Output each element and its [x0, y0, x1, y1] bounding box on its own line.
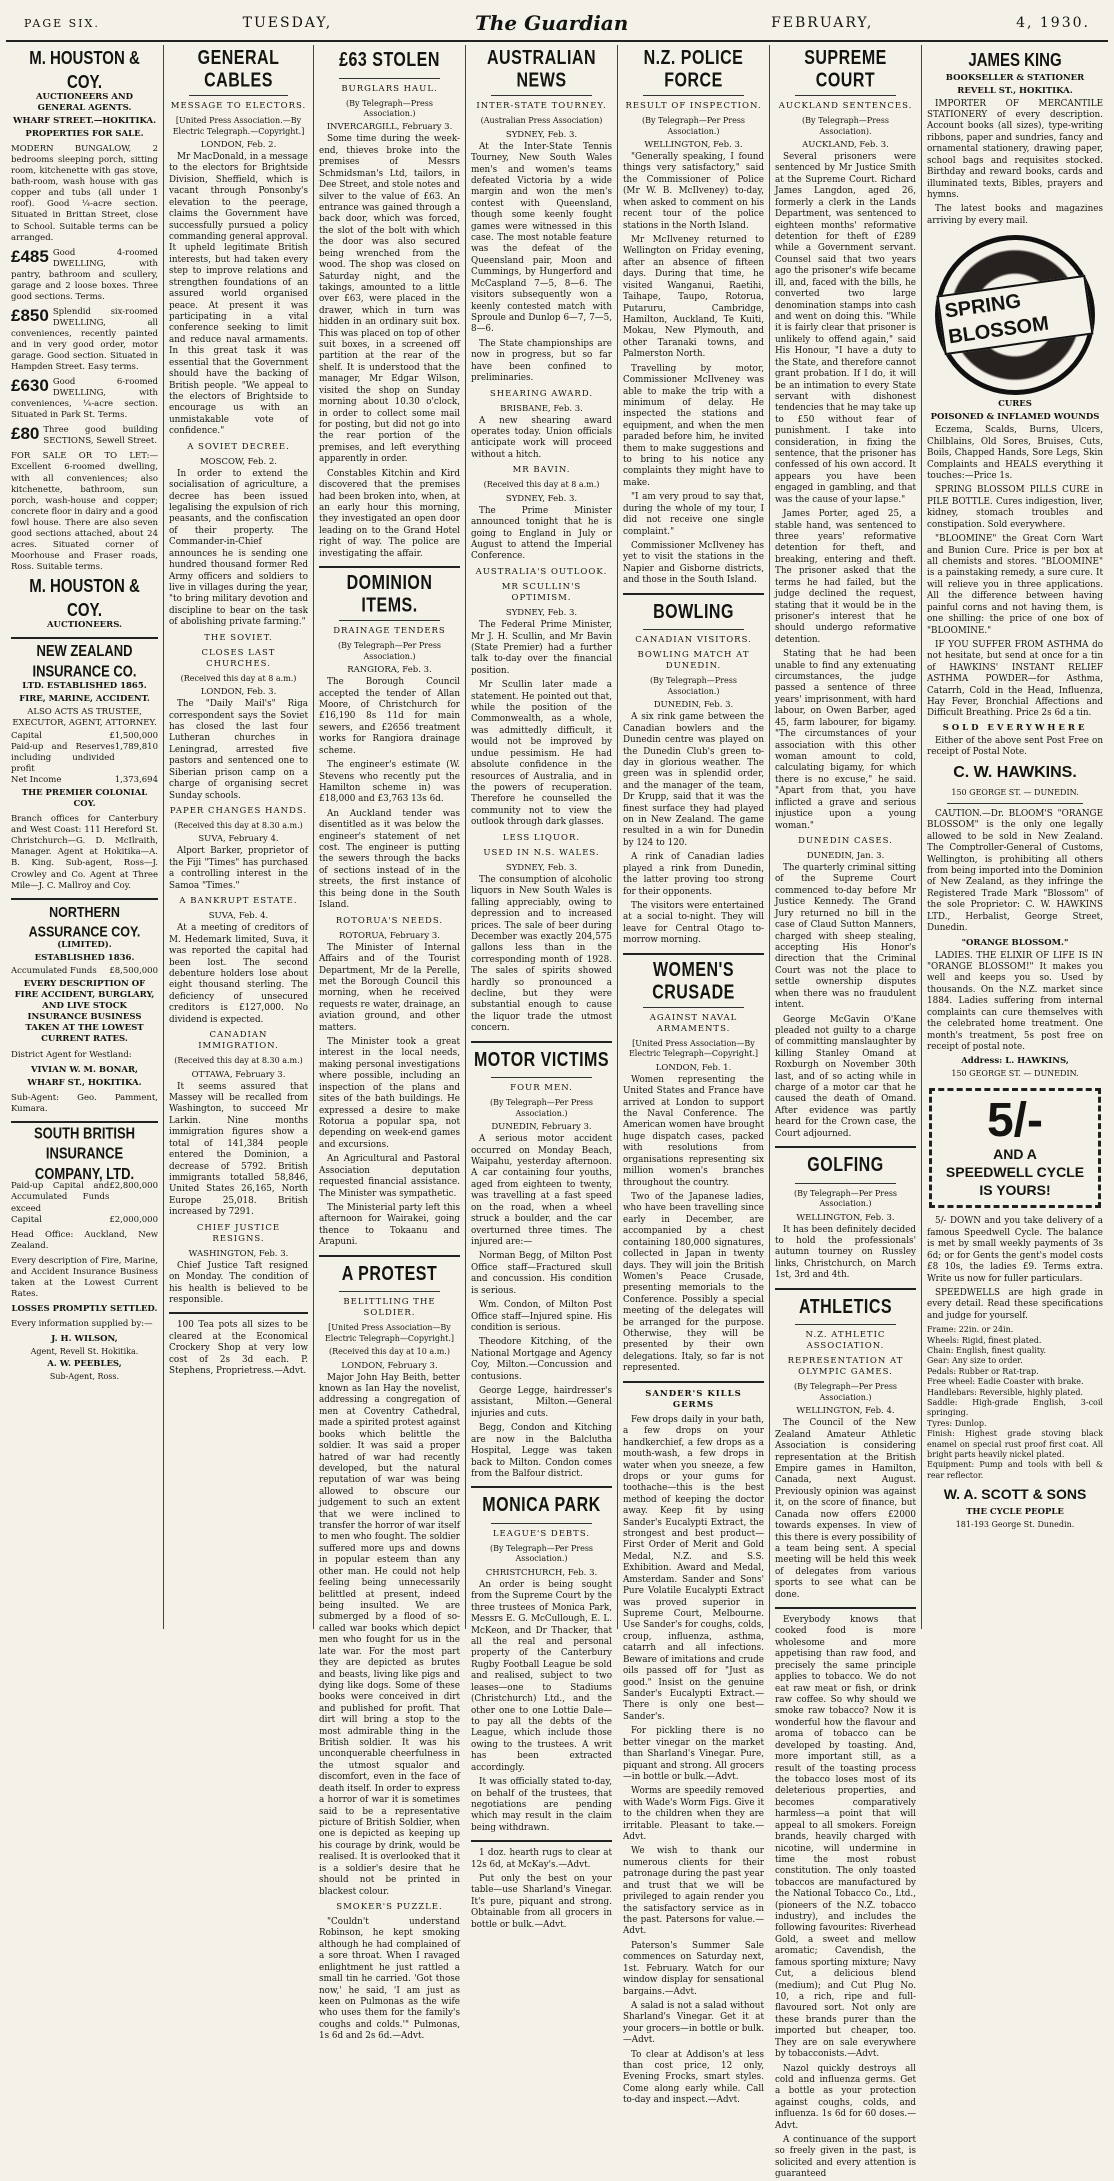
salad-ad: A salad is not a salad without Sharland's Vinegar. Get it at your grocers—in bottle or bulk.—Advt.: [623, 2000, 764, 2046]
article-text: George McGavin O'Kane pleaded not guilty to a charge of committing manslaughter by killing Stanley Omand at Roxburgh on November 30th last, and of so acting while in charge of a motor car that he caused the death of Omand. After evidence was partly heard for the Crown case, the Court adjourned.: [775, 1014, 916, 1139]
divider: [11, 637, 158, 639]
dateline: ROTORUA, February 3.: [338, 930, 441, 941]
subhead: THE SOVIET.: [204, 632, 273, 643]
property-850: [11, 307, 158, 373]
column-5: [618, 45, 770, 2106]
sb-capital2-row: [11, 1215, 158, 1226]
dateline: WELLINGTON, Feb. 3.: [796, 1212, 895, 1223]
northern-sub: (LIMITED).: [57, 940, 112, 951]
article-text: Major John Hay Beith, better known as Ian Hay the novelist, addressing a congregation of men at Coventry Cathedral, made a spirited protest against books which belittle the soldier. It was said a proper hatred of war had recently developed, but the natural reputation of war was being allowed to obscure our judgement to such an extent that we were inclined to transfer the horror of war itself to men who fought. The soldier suffered more ups and downs in popular esteem than any other man. He could not help feeling being unnecessarily belittled at present, indeed being insulted. We are submerged by a flood of so-called war books which depict men who fought for us in the late war. For the most part they are depicted as brutes and beasts, living like pigs and dying like dogs. Some of these books were conceived in dirt and published for profit. That dirt will bring a stop to the most admirable thing in the British soldier. It was his unconquerable cheerfulness in the utmost squalor and discomfort, even in the face of death itself. In order to express a horror of war it is sometimes said to be a representative picture of British Soldier, when one is depicted as keeping up his courage by drink, would be realised. It is overlooked that it is a soldier's desire that he should not be printed in blackest colour.: [319, 1372, 460, 1897]
police-force-heading: N.Z. POLICE FORCE: [643, 47, 744, 91]
houston-heading: M. HOUSTON & COY.: [29, 48, 140, 93]
dateline: SYDNEY, Feb. 3.: [505, 129, 578, 140]
subhead: LESS LIQUOR.: [502, 832, 581, 843]
divider: [491, 1523, 592, 1524]
dateline: SYDNEY, Feb. 3.: [505, 862, 578, 873]
dateline: SUVA, February 4.: [198, 834, 279, 845]
dateline: AUCKLAND, Feb. 3.: [802, 140, 889, 151]
divider: [471, 1041, 612, 1043]
subhead: DRAINAGE TENDERS: [333, 626, 446, 637]
spec-frame: Frame: 22in. or 24in.: [927, 1325, 1014, 1335]
five-shillings: 5/-: [986, 1093, 1043, 1147]
article-text: "Generally speaking, I found things very satisfactory," said the Commissioner of Police (Mr W. B. McIlveney) to-day, when asked to comment on his recent tour of the police stations in the North Island.: [623, 152, 764, 231]
article-text: George Legge, hairdresser's assistant, Milton.—General injuries and cuts.: [471, 1386, 612, 1419]
motor-victims-heading: MOTOR VICTIMS: [473, 1049, 610, 1071]
article-text: Women representing the United States and France have arrived at London to support the Naval Conference. The American women have brought huge dispatch cases, packed with resolutions from organisations representing six million women's branches throughout the country.: [623, 1074, 764, 1188]
sb-capital-label: Paid-up Capital and Accumulated Funds exceed: [11, 1181, 110, 1214]
district-agent: District Agent for Westland:: [11, 1049, 132, 1060]
divider: [471, 1486, 612, 1488]
is-yours: IS YOURS!: [979, 1182, 1051, 1199]
accum-row: [11, 966, 158, 977]
nazol-ad: Nazol quickly destroys all cold and influenza germs. Get a bottle as your protection against coughs, colds, and influenza. 1s 6d for 60 doses.—Advt.: [775, 2063, 916, 2131]
divider: [11, 898, 158, 900]
subhead: N.Z. ATHLETIC ASSOCIATION.: [805, 1330, 886, 1352]
column-1: [6, 45, 164, 1629]
sb-capital-value: £2,800,000: [109, 1181, 158, 1192]
divider: [623, 593, 764, 595]
every-desc-sb: Every description of Fire, Marine, and Accident Insurance Business taken at the Lowest Current Rates.: [11, 1255, 158, 1299]
column-3: [314, 45, 466, 2042]
credit-line: (By Telegraph—Press Association.): [650, 676, 737, 696]
net-income-row: [11, 775, 158, 786]
revell-street: REVELL ST., HOKITIKA.: [957, 85, 1073, 96]
article-text: A serious motor accident occurred on Monday Beach, Waipahu, yesterday afternoon. A car containing four youths, aged from eighteen to twenty, was travelling at a fast speed on the road, when a wheel struck a boulder, and the car overturned three times. The injured are:—: [471, 1134, 612, 1247]
article-text: Some time during the week-end, thieves broke into the premises of Messrs Schmidsman's Ltd, tailors, in Dee Street, and stole notes and silver to the value of £63. An entrance was gained through a back door, which was forced, the slot of the bolt with which the door was also secured being wrenched from the wood. The shop was closed on Saturday night, and the takings, amounted to a little over £63, were placed in the drawer, which in turn was hidden in an ordinary suit box. This was placed on top of other suit boxes, in a screened off partition at the rear of the shelf. It is understood that the manager, Mr Edgar Wilson, visited the shop on Sunday morning about 10.30 o'clock, in order to collect some mail for posting, but did not go into the rear portion of the premises, and left everything apparently in order.: [319, 134, 460, 465]
subhead: AUSTRALIA'S OUTLOOK.: [475, 566, 608, 577]
credit-line: (By Telegraph—Press Association.): [346, 98, 433, 119]
spec-handlebars: Handlebars: Reversible, highly plated.: [927, 1387, 1084, 1397]
vinegar-ad: Put only the best on your table—use Sharland's Vinegar. It's pure, piquant and strong. Obtainable from all grocers in bottle or bulk.—Advt.: [471, 1874, 612, 1930]
paidup-label: Paid-up and Reserves including undivided profit: [11, 741, 115, 775]
subhead: AUCKLAND SENTENCES.: [778, 101, 913, 112]
worms-ad: Worms are speedily removed with Wade's Worm Figs. Give it to the children when they are irritable. Pleasant to take.—Advt.: [623, 1786, 764, 1843]
sanders-ad: Few drops daily in your bath, a few drops on your handkerchief, a few drops as a mouth-wash, a few drops in water when you sneeze, a few drops or your gums for toothache—this is the best method of keeping the doctor away. Keep fit by using Sander's Eucalypti Extract, the strongest and best product—First Order of Merit and Gold Medal, N.Z. and S.S. Exhibition. Award and Medal, Amsterdam. Sander and Sons' Pure Volatile Eucalypti Extract was proved superior in Supreme Court, Melbourne. Use Sander's for coughs, colds, croup, influenza, asthma, catarrh and all infections. Beware of imitations and crude oils passed off for "Just as good." Insist on the genuine Sander's Eucalypti Extract.—There is only one best—Sander's.: [623, 1414, 764, 1722]
credit-line: (By Telegraph—Per Press Association.): [793, 1188, 898, 1209]
hawkins-heading: C. W. HAWKINS.: [953, 763, 1077, 781]
subhead: DUNEDIN CASES.: [798, 835, 893, 846]
article-text: The Federal Prime Minister, Mr J. H. Scullin, and Mr Bavin (State Premier) had a further talk to-day over the financial position.: [471, 620, 612, 676]
accum-value: £8,500,000: [109, 966, 158, 977]
spec-equipment: Equipment: Pump and tools with bell & rear reflector.: [927, 1460, 1103, 1480]
subhead: BURGLARS HAUL.: [341, 83, 438, 94]
article-text: The Council of the New Zealand Amateur Athletic Association is considering representation at the British Empire games in Hamilton, Canada, next August. Previously opinion was against it, on the score of finance, but Canada now offers £2000 towards expenses. In view of this there is every possibility of a team being sent. A special meeting will be held this week of delegates from various sports to see what can be done.: [775, 1418, 916, 1600]
columns: [6, 45, 1108, 2180]
stolen-heading: £63 STOLEN: [339, 49, 440, 72]
received-line: (Received this day at 8.30 a.m.): [174, 821, 303, 831]
subhead: PAPER CHANGES HANDS.: [169, 805, 308, 816]
net-income-label: Net Income: [11, 775, 62, 786]
column-6: [770, 45, 922, 2180]
article-text: The Minister took a great interest in the local needs, making personal investigations where possible, including an inspection of the plans and sites of the bath buildings. He expressed a desire to make Rotorua a popular spa, not depending on week-end games and excursions.: [319, 1037, 460, 1150]
article-text: An Auckland tender was disentitled as it was below the engineer's statement of net cost. The engineer is putting the sewers through the backs of sections instead of in the streets, the first instance of this being done in the South Island.: [319, 808, 460, 911]
net-income-value: 1,373,694: [114, 775, 158, 786]
divider: [339, 620, 440, 621]
article-text: A six rink game between the Canadian bowlers and the Dunedin centre was played on the Dunedin Club's green to-day in glorious weather. The green was in splendid order, and the manager of the team, Dr Krupp, said that it was the finest surface they had played on in New Zealand. The game resulted in a win for Dunedin by 124 to 120.: [623, 712, 764, 848]
speedwell-ad-text: 5/- DOWN and you take delivery of a famous Speedwell Cycle. The balance is met by small weekly payments of 3s 6d; or for Gents the gent's model costs £8 10s, the ladies £9. Terms extra. Write us now for fuller particulars.: [927, 1216, 1103, 1284]
scott-sub: THE CYCLE PEOPLE: [966, 1507, 1064, 1518]
subhead: REPRESENTATION AT OLYMPIC GAMES.: [787, 1356, 904, 1378]
divider: [623, 1381, 764, 1383]
accum-label: Accumulated Funds: [11, 966, 97, 977]
article-text: The Borough Council accepted the tender of Allan Moore, of Christchurch for £16,190 8s 11d for main sewers, and £2656 treatment works for Rangiora drainage scheme.: [319, 677, 460, 756]
credit-line: (By Telegraph—Per Press Association.): [793, 1382, 898, 1402]
article-text: Several prisoners were sentenced by Mr Justice Smith at the Supreme Court. Richard James Langdon, aged 26, formerly a clerk in the Lands Department, was sentenced to eighteen months' reformative detention for theft of £289 while a Government servant. Counsel said that two years ago the prisoner's wife became ill, and, faced with the bills, he converted two large denomination stamps into cash and went on doing this. "While it is fairly clear that prisoner is unlikely to offend again," said His Honour, "I have a duty to the State, and therefore cannot grant probation. If I do, it will be an intimation to every State servant with dishonest tendencies that he may take up to £50 without fear of punishment. I take into consideration, in fixing the sentence, that the prisoner has confessed of his own accord. It appears you have been engaged in gambling, and that was the cause of your lapse.": [775, 152, 916, 505]
article-text: Alport Barker, proprietor of the Fiji "Times" has purchased a controlling interest in the Samoa "Times.": [169, 846, 308, 891]
northern-heading: NORTHERN ASSURANCE COY.: [28, 903, 141, 940]
spec-chain: Chain: English, finest quality.: [927, 1346, 1047, 1356]
bonar-address: WHARF ST., HOKITIKA.: [27, 1077, 142, 1088]
column-7: [922, 45, 1108, 1629]
credit-line: (By Telegraph—Press Association).: [802, 116, 889, 136]
losses-settled: LOSSES PROMPTLY SETTLED.: [11, 1303, 158, 1314]
masthead: [6, 8, 1108, 42]
credit-line: (By Telegraph—Per Press Association.): [489, 1544, 594, 1564]
dateline: LONDON, Feb. 2.: [200, 140, 277, 151]
paidup-value: 1,789,810: [114, 741, 158, 752]
subhead: SMOKER'S PUZZLE.: [336, 1901, 443, 1912]
poisoned-line: POISONED & INFLAMED WOUNDS: [930, 412, 1100, 423]
scott-address: 181-193 George St. Dunedin.: [955, 1520, 1075, 1530]
dateline: WELLINGTON, Feb. 3.: [644, 140, 743, 151]
protest-heading: A PROTEST: [341, 1263, 438, 1285]
dominion-heading: DOMINION ITEMS.: [346, 572, 433, 616]
branch-offices: Branch offices for Canterbury and West Coast: 111 Hereford St. Christchurch—G. D. McIlraith, Manager. Agent at Hokitika—A. B. King. Sub-agent, Ross—J. Crowley and Co. Agent at Three Mile—J. C. Mallroy and Coy.: [11, 814, 158, 891]
article-text: Mr MacDonald, in a message to the electors for Brightside Division, Sheffield, which is vacant through Ponsonby's elevation to the peerage, claims the Government have successfully pursued a policy commanding general approval. It upheld legitimate British interests, but had taken every step to improve relations and strengthen foundations of an assured world organised peace. At present it was participating in a vital conference seeking to limit and reduce naval armaments. In this great task it was essential that the Government should have the backing of British people. "We appeal to the electors of Brightside to encourage us with an unmistakable vote of confidence.": [169, 152, 308, 437]
peebles-name: A. W. PEEBLES,: [47, 1359, 122, 1370]
nz-insurance-est: LTD. ESTABLISHED 1865.: [22, 680, 147, 691]
houston-sub: AUCTIONEERS AND GENERAL AGENTS.: [35, 92, 134, 114]
monica-park-heading: MONICA PARK: [482, 1495, 601, 1517]
subhead: LEAGUE'S DEBTS.: [492, 1529, 591, 1540]
spring-blossom-label: SPRING BLOSSOM: [937, 275, 1094, 355]
dateline: RANGIORA, Feb. 3.: [347, 665, 432, 676]
subhead: RESULT OF INSPECTION.: [625, 101, 762, 112]
article-text: It has been definitely decided to hold the professionals' autumn tourney on Russley links, Christchurch, on March 1st, 3rd and 4th.: [775, 1224, 916, 1281]
and-a: AND A: [993, 1145, 1037, 1162]
spec-wheels: Wheels: Rigid, finest plated.: [927, 1335, 1042, 1345]
tobacco-ad: Everybody knows that cooked food is more wholesome and more appetising than raw food, and precisely the same principle applies to tobacco. We do not eat raw meat or fish, or drink raw coffee. So why should we smoke raw tobacco? Now it is wonderful how the flavour and aroma of tobacco can be developed by toasting. And, more important still, as a result of the toasting process the tobacco loses most of its deleterious properties, and becomes comparatively harmless—a point that will appeal to all smokers. Foreign brands, heavily charged with nicotine, will undermine in time the most robust constitution. The only toasted tobaccos are manufactured by the National Tobacco Co., Ltd., (pioneers of the N.Z. tobacco industry), and includes the following favourites: Riverhead Gold, a sweet and mellow aromatic; Cavendish, the famous sporting mixture; Navy Cut, a delicious blend (medium); and Cut Plug No. 10, a rich, ripe and full-flavoured sort. Not only are these brands purer than the imported but cheaper, too. They are on sale everywhere by tobacconists.—Advt.: [775, 1615, 916, 2060]
subhead: BOWLING MATCH AT DUNEDIN.: [637, 650, 750, 672]
orange-blossom-line: "ORANGE BLOSSOM.": [961, 937, 1069, 948]
dateline: WELLINGTON, Feb. 4.: [796, 1406, 895, 1417]
wharf-street: WHARF STREET.—HOKITIKA.: [12, 116, 157, 127]
article-text: The quarterly criminal sitting of the Supreme Court commenced to-day before Mr Justice Kennedy. The Grand Jury returned no bill in the case of Claud Sutton Manners, charged with sheep stealing, accepting His Honor's direction that the Criminal Court was not the place to settle ownership disputes when there was no fraudulent intent.: [775, 863, 916, 1011]
article-text: The Prime Minister announced tonight that he is going to England in July or August to attend the Imperial Conference.: [471, 505, 612, 562]
credit-line: [United Press Association.—By Electric Telegraph.—Copyright.]: [172, 116, 305, 136]
supreme-court-heading: SUPREME COURT: [804, 47, 887, 91]
divider: [775, 1146, 916, 1148]
subhead: FOUR MEN.: [510, 1083, 573, 1094]
subhead: A BANKRUPT ESTATE.: [179, 896, 298, 907]
page-number: PAGE SIX.: [24, 16, 100, 30]
caution-ad-text: CAUTION.—Dr. BLOOM'S "ORANGE BLOSSOM" is the only one legally allowed to be sold in New Zealand. The Comptroller-General of Customs, Wellington, is prohibiting all others from being imported into the Dominion of New Zealand, as they infringe the Registered Trade Mark "Blossom" of the sole Proprietor: C. W. HAWKINS LTD., Herbalist, George Street, Dunedin.: [927, 808, 1103, 934]
pills-ad-text: SPRING BLOSSOM PILLS CURE in PILE BOTTLE. Cures indigestion, liver, kidney, stomach troubles and constipation. Sold everywhere.: [927, 485, 1103, 530]
sb-capital2-value: £2,000,000: [109, 1214, 158, 1225]
article-text: An order is being sought from the Supreme Court by the three trustees of Monica Park, Messrs E. G. McCullough, E. L. McKeon, and Dr Thacker, that all the real and personal property of the Canterbury Rugby Football League be sold and realised, subject to two leases—one to Stadiums (Christchurch) Ltd., and the other one to one Lottie Dale—to pay all the debts of the League, which include those owing to the trustees. A writ has been extracted accordingly.: [471, 1579, 612, 1773]
divider: [319, 566, 460, 568]
properties-heading: PROPERTIES FOR SALE.: [25, 129, 144, 140]
article-text: The "Daily Mail's" Riga correspondent says the Soviet has closed the last four Lutheran churches in Leningrad, arrested five pastors and sentenced one to Siberian prison camp on a charge of organising secret Sunday schools.: [169, 699, 308, 801]
trustee-line: ALSO ACTS AS TRUSTEE, EXECUTOR, AGENT, ATTORNEY.: [12, 706, 157, 728]
speedwell-ad-box: [929, 1088, 1101, 1209]
article-text: "I am very proud to say that, during the whole of my tour, I did not receive one single complaint.": [623, 492, 764, 537]
dateline: LONDON, Feb. 1.: [655, 1062, 732, 1073]
divider: [169, 1312, 308, 1314]
subhead: USED IN N.S. WALES.: [483, 847, 600, 858]
credit-line: (By Telegraph—Per Press Association.): [337, 641, 442, 661]
divider: [775, 1607, 916, 1609]
sb-capital-row: [11, 1181, 158, 1214]
article-text: An Agricultural and Pastoral Association deputation requested financial assistance. The Minister was sympathetic.: [319, 1154, 460, 1199]
article-text: Stating that he had been unable to find any extenuating circumstances, the judge passed a sentence of three years' imprisonment, with hard labour, on Owen Barber, aged 45, farm labourer, for bigamy. "The circumstances of your association with this other woman amount to cold, calculating bigamy, for which there is no excuse," he said. "Apart from that, you have inflicted a grave and serious injustice upon a young woman.": [775, 649, 916, 831]
bookseller-sub: BOOKSELLER & STATIONER: [945, 72, 1085, 83]
bonar-name: VIVIAN W. M. BONAR,: [30, 1064, 139, 1075]
article-text: Wm. Condon, of Milton Post Office staff—Injured spine. His condition is serious.: [471, 1300, 612, 1333]
spec-pedals: Pedals: Rubber or Rat-trap.: [927, 1366, 1039, 1376]
ladies-ad-text: LADIES. THE ELIXIR OF LIFE IS IN "ORANGE BLOSSOM!" It makes you well and keeps you so. Used by thousands. On the N.Z. market since 1884. Ladies suffering from internal complaints can cure themselves with the celebrated home treatment. One month's treatment, 5s post free on receipt of postal note.: [927, 950, 1103, 1053]
subhead: MR BAVIN.: [512, 465, 571, 476]
capital-row: [11, 731, 158, 742]
houston2-heading: M. HOUSTON & COY.: [29, 576, 140, 621]
divider: [795, 1183, 896, 1184]
article-text: The engineer's estimate (W. Stevens who recently put the Hamilton scheme in) was £18,000 and £3,763 13s 6d.: [319, 760, 460, 805]
property-80: [11, 425, 158, 447]
dateline: MOSCOW, Feb. 2.: [199, 456, 278, 467]
golfing-heading: GOLFING: [807, 1154, 884, 1177]
spec-finish: Finish: Highest grade stoving black enamel on special rust proof first coat. All bright parts heavily nickel plated.: [927, 1429, 1103, 1459]
speedwell-cycle: SPEEDWELL CYCLE: [945, 1164, 1085, 1181]
sb-capital2-label: Capital: [11, 1214, 42, 1225]
spec-gear: Gear: Any size to order.: [927, 1356, 1023, 1366]
head-office: Head Office: Auckland, New Zealand.: [11, 1229, 158, 1251]
bungalow-ad: MODERN BUNGALOW, 2 bedrooms sleeping porch, sitting room, kitchenette with gas stove, bath-room, wash house with gas copper and tubs (all under 1 roof). Good ¼-acre section. Situated in Brittan Street, close to School. Suitable terms can be arranged.: [11, 144, 158, 243]
property-485: [11, 248, 158, 303]
subhead: MR SCULLIN'S OPTIMISM.: [501, 581, 582, 603]
article-text: The Ministerial party left this afternoon for Wairakei, going thence to Tokaanu and Arapuni.: [319, 1202, 460, 1248]
column-2: [164, 45, 314, 1629]
dateline: SUVA, Feb. 4.: [208, 911, 269, 922]
divider: [339, 78, 440, 79]
article-text: Theodore Kitching, of the National Mortgage and Agency Coy, Milton.—Concussion and contusions.: [471, 1337, 612, 1382]
dateline: SYDNEY, Feb. 3.: [505, 493, 578, 504]
received-line: (Received this day at 8.30 a.m.): [174, 1056, 303, 1066]
dateline: WASHINGTON, Feb. 3.: [188, 1248, 289, 1259]
article-text: The Minister of Internal Affairs and of the Tourist Department, Mr de la Perelle, met the Borough Council this morning, when he received requests re water, drainage, an aviation ground, and other matters.: [319, 942, 460, 1033]
continuance-ad: A continuance of the support so freely given in the past, is solicited and every attention is guaranteed: [775, 2135, 916, 2180]
credit-line: (Australian Press Association): [480, 116, 603, 126]
patersons-sale-ad: Paterson's Summer Sale commences on Saturday next, 1st. February. Watch for our window display for sensational bargains.—Advt.: [623, 1940, 764, 1997]
article-text: At a meeting of creditors of M. Hedemark limited, Suva, it was reported the capital had been lost. The second debenture holders lose about eight thousand sterling. The deficiency of unsecured creditors is £127,000. No dividend is expected.: [169, 923, 308, 1025]
dateline: DUNEDIN, February 3.: [491, 1122, 592, 1133]
est-1836: ESTABLISHED 1836.: [34, 953, 135, 964]
address-value: 150 GEORGE ST. — DUNEDIN.: [951, 1069, 1079, 1079]
article-text: The State championships are now in progress, but so far have been confined to preliminaries.: [471, 338, 612, 384]
capital-value: £1,500,000: [109, 730, 158, 741]
spec-tyres: Tyres: Dunlop.: [927, 1418, 987, 1428]
address-label: Address: L. HAWKINS,: [961, 1056, 1069, 1067]
divider: [795, 1324, 896, 1325]
every-description: EVERY DESCRIPTION OF FIRE ACCIDENT, BURGLARY, AND LIVE STOCK INSURANCE BUSINESS TAKEN AT THE LOWEST CURRENT RATES.: [14, 979, 155, 1045]
bloomine-ad-text: "BLOOMINE" the Great Corn Wart and Bunion Cure. Price is per box at all chemists and stores. "BLOOMINE" is a painstaking remedy, a sure cure. It will relieve you in three applications. All the difference between having painful corns and not having them, is one shilling: the price of one box of "BLOOMINE.": [927, 534, 1103, 636]
capital-label: Capital: [11, 730, 42, 741]
pickling-ad: For pickling there is no better vinegar on the market than Sharland's Vinegar. Pure, piquant and strong. All grocers—in bottle or bulk.—Advt.: [623, 1726, 764, 1782]
article-text: James Porter, aged 25, a stable hand, was sentenced to three years' reformative detention for theft, and breaking, entering and theft. The prisoner asked that the terms he had failed, but the judge declined the request, stating that it would be in the prisoner's interest that he should undergo reformative detention.: [775, 509, 916, 645]
nz-insurance-heading: NEW ZEALAND INSURANCE CO.: [32, 641, 137, 680]
spec-saddle: Saddle: High-grade English, 3-coil springing.: [927, 1397, 1103, 1418]
credit-line: (By Telegraph—Per Press Association.): [489, 1098, 594, 1118]
article-text: At the Inter-State Tennis Tourney, New South Wales men's and women's teams defeated Victoria by a wide margin and won the men's contest with Queensland, though some keenly fought games were witnessed in this case. The most notable feature was the defeat of the Queensland pair, Moon and Cummings, by Hungerford and McCaspland 7—5, 8—6. The visitors subsequently won a keenly contested match with Sproule and Dunlop 6—7, 7—5, 8—6.: [471, 141, 612, 335]
addisons-ad: To clear at Addison's at less than cost price, 12 only, Evening Frocks, smart styles. Come along early while. Call to-day and inspect.—Advt.: [623, 2049, 764, 2106]
divider: [11, 1121, 158, 1123]
article-text: Chief Justice Taft resigned on Monday. The condition of his health is believed to be responsible.: [169, 1260, 308, 1306]
sub-agent: Sub-Agent: Geo. Pamment, Kumara.: [11, 1092, 158, 1114]
spec-freewheel: Free wheel: Eadie Coaster with brake.: [927, 1377, 1084, 1387]
subhead: CANADIAN VISITORS.: [635, 635, 752, 646]
property-485-text: Good 4-roomed DWELLING, with pantry, bathroom and scullery, garage and 2 loose boxes. Three good sections. Terms.: [11, 247, 158, 302]
for-sale-ad: FOR SALE OR TO LET:—Excellent 6-roomed dwelling, with all conveniences; also kitchenette, bathroom, sun porch, wash-house and copper; concrete floor in dairy and a good fowl house. There are also seven good sections attached, about 24 acres. Situated corner of Moorhouse and Fraser roads, Ross. Suitable terms.: [11, 451, 158, 572]
masthead-date: 4, 1930.: [1016, 15, 1090, 31]
asthma-ad-text: IF YOU SUFFER FROM ASTHMA do not hesitate, but send at once for a tin of HAWKINS' INSTANT RELIEF ASTHMA POWDER—for Asthma, Catarrh, Cold in the Head, Influenza, Hay Fever, Bronchial Affections and Difficult Breathing. Price 2s 6d a tin.: [927, 639, 1103, 719]
speedwell-ad-text: SPEEDWELLS are high grade in every detail. Read these specifications and judge for yourself.: [927, 1287, 1103, 1321]
sold-everywhere: SOLD EVERYWHERE: [942, 722, 1088, 733]
dateline: CHRISTCHURCH, Feb. 3.: [485, 1567, 598, 1578]
blossom-ad-text: Eczema, Scalds, Burns, Ulcers, Chilblains, Old Sores, Bruises, Cuts, Boils, Chapped Hands, Sore Legs, Skin Complaints and HEALS everything it touches:—Price 1s.: [927, 425, 1103, 482]
australian-news-heading: AUSTRALIAN NEWS: [487, 47, 596, 91]
south-british-heading: SOUTH BRITISH INSURANCE COMPANY, LTD.: [33, 1123, 136, 1183]
article-text: The consumption of alcoholic liquors in New South Wales is falling appreciably, owing to depression and to increased prices. The sale of beer during December was exactly 204,575 gallons less than in the corresponding month of 1928. The sales of spirits showed hardly so pronounced a decline, but they were substantial enough to cause the liquor trade the utmost concern.: [471, 874, 612, 1034]
article-text: Mr McIlveney returned to Wellington on Friday evening, after an absence of fifteen days. During that time, he visited Wanganui, Raetihi, Taihape, Taupo, Rotorua, Putaruru, Cambridge, Hamilton, Auckland, Te Kuiti, Mokau, New Plymouth, and other Taranaki towns, and Palmerston North.: [623, 235, 764, 360]
cures-line: CURES: [998, 399, 1032, 410]
king-ad-text: The latest books and magazines arriving by every mail.: [927, 204, 1103, 226]
peebles-sub: Sub-Agent, Ross.: [49, 1372, 120, 1382]
article-text: Two of the Japanese ladies, who have been travelling since early in December, are accompanied by a chest containing 180,000 signatures, collected in Japan in twenty days. They will join the British Women's Peace Crusade, presenting memorials to the Conference. Possibly a special meeting of the delegates will be arranged for the purpose. Otherwise, they will be presented by their own delegations. Italy, so far is not represented.: [623, 1192, 764, 1374]
property-850-text: Splendid six-roomed DWELLING, all conveniences, recently painted and in very good order, motor garage. Good section. Situated in Hampden Street. Easy terms.: [11, 306, 158, 373]
price-630: £630: [11, 376, 49, 396]
hawkins-address: 150 GEORGE ST. — DUNEDIN.: [951, 787, 1079, 797]
price-485: £485: [11, 246, 49, 266]
received-line: (Received this day at 8 a.m.): [483, 480, 600, 490]
article-text: Mr Scullin later made a statement. He pointed out that, while the position of the Commonwealth, as a whole, was admittedly difficult, it would not be improved by undue pessimism. He had absolute confidence in the resources of Australia, and in the powers of recuperation. Therefore he counselled the community not to view the outlook through dark glasses.: [471, 680, 612, 828]
credit-line: (By Telegraph—Per Press Association.): [641, 116, 746, 136]
houston2-sub: AUCTIONEERS.: [46, 619, 123, 630]
divider: [643, 629, 744, 630]
paidup-row: [11, 742, 158, 775]
subhead: INTER-STATE TOURNEY.: [476, 101, 607, 112]
info-supplied: Every information supplied by:—: [11, 1318, 153, 1329]
article-text: A rink of Canadian ladies played a rink from Dunedin, the latter proving too strong for their opponents.: [623, 852, 764, 897]
paper-name: The Guardian: [475, 11, 629, 35]
dateline: DUNEDIN, Jan. 3.: [806, 851, 885, 861]
subhead: AGAINST NAVAL ARMAMENTS.: [649, 1012, 738, 1034]
premier-colonial: THE PREMIER COLONIAL COY.: [21, 788, 148, 810]
credit-line: [United Press Association—By Electric Telegraph—Copyright.]: [628, 1038, 759, 1059]
dateline: LONDON, Feb. 3.: [200, 687, 277, 698]
hearth-rugs-ad: 1 doz. hearth rugs to clear at 12s 6d, at McKay's.—Advt.: [471, 1848, 612, 1870]
article-text: Travelling by motor, Commissioner McIlveney was able to make the trip with a minimum of delay. He inspected the stations and equipment, and when the men paraded before him, he invited them to make suggestions and to bring to his notice any complaints they might have to make.: [623, 363, 764, 488]
dateline: BRISBANE, Feb. 3.: [500, 403, 583, 414]
price-80: £80: [11, 424, 40, 444]
article-text: Norman Begg, of Milton Post Office staff—Fractured skull and concussion. His condition is serious.: [471, 1251, 612, 1296]
dateline: INVERCARGILL, February 3.: [326, 122, 453, 133]
divider: [623, 953, 764, 955]
divider: [319, 1255, 460, 1257]
scott-heading: W. A. SCOTT & SONS: [943, 1486, 1087, 1503]
received-line: (Received this day at 8 a.m.): [180, 673, 297, 683]
subhead: A SOVIET DECREE.: [187, 441, 290, 452]
wilson-name: J. H. WILSON,: [51, 1333, 118, 1344]
article-text: "Couldn't understand Robinson, he kept smoking although he had complained of a sore throat. When I ravaged enlightment he just rattled a small tin he carried. 'Got those now,' he said, 'I am just as keen on Pulmonas as the wife who uses them for the family's coughs and colds.'" Pulmonas, 1s 6d and 2s 6d.—Advt.: [319, 1917, 460, 2042]
divider: [339, 1291, 440, 1292]
article-text: Commissioner McIlveney has yet to visit the stations in the Napier and Gisborne districts, and those in the South Island.: [623, 540, 764, 586]
patersons-thanks-ad: We wish to thank our numerous clients for their patronage during the past year and trust that we will be privileged to again render you the satisfactory service as in the past. Patersons for value.—Advt.: [623, 1846, 764, 1937]
bowling-heading: BOWLING: [653, 601, 734, 623]
property-630: [11, 377, 158, 421]
received-line: (Received this day at 10 a.m.): [329, 1347, 450, 1357]
property-80-text: Three good building SECTIONS, Sewell Street.: [43, 425, 158, 447]
article-text: Constables Kitchin and Kird discovered that the premises had been broken into, when, at an early hour this morning, they investigated an open door leading on to the Grand Hotel right of way. The police are investigating the affair.: [319, 468, 460, 559]
article-text: It seems assured that Massey will be recalled from Washington, to succeed Mr Larkin. Nine months immigration figures show a total of 141,384 people entered the Dominion, a decrease of 5792. British immigrants totalled 58,846, United States 26,165, North Europe 25,018. British increased by 7291.: [169, 1081, 308, 1218]
divider: [491, 1077, 592, 1078]
price-850: £850: [11, 305, 49, 325]
james-king-heading: JAMES KING: [968, 50, 1062, 71]
article-text: The visitors were entertained at a social to-night. They will leave for Central Otago to-morrow morning.: [623, 900, 764, 946]
womens-crusade-heading: WOMEN'S CRUSADE: [652, 959, 735, 1003]
article-text: In order to extend the socialisation of agriculture, a decree has been issued legalising the expulsion of rich peasants, and the confiscation of their property. The Commander-in-Chief announces he is sending one hundred thousand former Red Army officers and soldiers to live in villages during the year, "to bring military devotion and discipline to bear on the task of abolishing private farming.": [169, 468, 308, 628]
property-630-text: Good 6-roomed DWELLING, with conveniences, ¼-acre section. Situated in Park St. Terms.: [11, 377, 158, 421]
subhead: ROTORUA'S NEEDS.: [335, 915, 444, 926]
general-cables-heading: GENERAL CABLES: [197, 47, 280, 91]
athletics-heading: ATHLETICS: [798, 1296, 893, 1318]
masthead-month: FEBRUARY,: [771, 15, 874, 31]
divider: [471, 1840, 612, 1842]
column-4: [466, 45, 618, 1930]
credit-line: [United Press Association—By Electric Telegraph—Copyright.]: [324, 1323, 455, 1343]
wilson-sub: Agent, Revell St. Hokitika.: [30, 1347, 139, 1357]
divider: [947, 803, 1083, 804]
article-text: Begg, Condon and Kitching are now in the Balclutha Hospital, Legge was taken back to Milton. Condon comes from the Balfour district.: [471, 1423, 612, 1480]
dateline: DUNEDIN, Feb. 3.: [653, 700, 734, 711]
subhead: CLOSES LAST CHURCHES.: [201, 647, 276, 669]
article-text: A new shearing award operates today. Union officials anticipate work will proceed without a hitch.: [471, 415, 612, 460]
subhead: BELITTLING THE SOLDIER.: [343, 1297, 436, 1319]
dateline: OTTAWA, February 3.: [191, 1069, 286, 1080]
subhead: CHIEF JUSTICE RESIGNS.: [196, 1222, 281, 1244]
subhead: SHEARING AWARD.: [489, 388, 594, 399]
sanders-heading: SANDER'S KILLS GERMS: [645, 1388, 742, 1410]
subhead: CANADIAN IMMIGRATION.: [198, 1030, 279, 1052]
spring-blossom-seal: [935, 235, 1095, 395]
subhead: MESSAGE TO ELECTORS.: [170, 101, 307, 112]
fire-marine: FIRE, MARINE, ACCIDENT.: [19, 693, 150, 704]
article-text: It was officially stated to-day, on behalf of the trustees, that negotiations are pending which may result in the claim being withdrawn.: [471, 1777, 612, 1833]
king-ad-text: IMPORTER OF MERCANTILE STATIONERY of every description. Account books (all sizes), type-writing ribbons, paper and sundries, fancy and ornamental stationery, drawing paper, school bags and requisites stocked. Birthday and reward books, cards and illuminated texts, Bibles, prayers and hymns.: [927, 98, 1103, 200]
dateline: LONDON, February 3.: [341, 1360, 438, 1371]
post-free-text: Either of the above sent Post Free on receipt of Postal Note.: [927, 735, 1103, 758]
divider: [775, 1288, 916, 1290]
teapots-ad: 100 Tea pots all sizes to be cleared at the Economical Crockery Shop at very low cost of 2s 3d each. P. Stephens, Proprietress.—Advt.: [169, 1320, 308, 1377]
masthead-day: TUESDAY,: [242, 15, 333, 31]
dateline: SYDNEY, Feb. 3.: [505, 608, 578, 619]
